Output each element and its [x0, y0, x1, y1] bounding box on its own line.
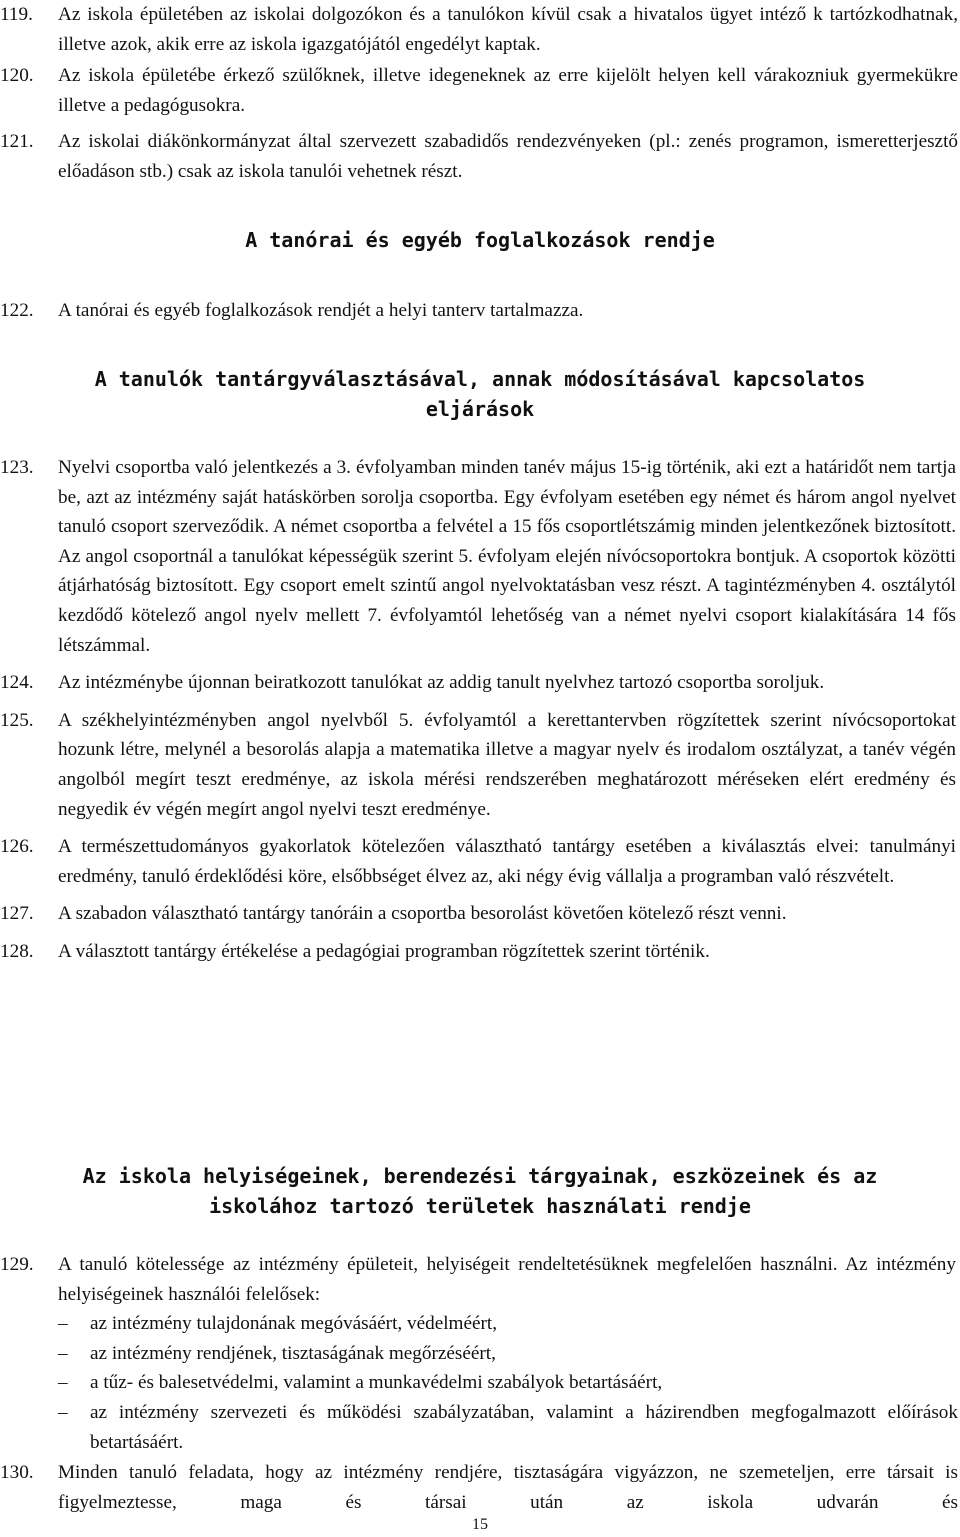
- item-number: 129.: [0, 1254, 34, 1275]
- page-number: 15: [472, 1516, 488, 1533]
- section-heading: A tanórai és egyéb foglalkozások rendje: [245, 228, 715, 252]
- item-number: 126.: [0, 836, 34, 858]
- item-number: 127.: [0, 903, 34, 925]
- dash-bullet: –: [58, 1401, 68, 1423]
- list-item-119: [0, 0, 958, 59]
- item-number: 130.: [0, 1462, 34, 1483]
- heading-line: eljárások: [425, 397, 535, 421]
- list-item-127: [0, 899, 956, 929]
- heading-line: Az iskola helyiségeinek, berendezési tárgyainak, eszközeinek és az: [82, 1164, 878, 1188]
- item-number: 128.: [0, 940, 34, 962]
- dash-bullet: –: [58, 1313, 68, 1335]
- bullet-item: [0, 1398, 958, 1457]
- item-number: 125.: [0, 709, 34, 731]
- bullet-item: [0, 1339, 958, 1369]
- item-text: A választott tantárgy értékelése a pedagógiai programban rögzítettek szerint történik.: [58, 940, 710, 962]
- item-number: 122.: [0, 300, 34, 321]
- list-item-130: [0, 1458, 958, 1517]
- item-text: A tanórai és egyéb foglalkozások rendjét a helyi tanterv tartalmazza.: [58, 300, 584, 321]
- item-number: 123.: [0, 457, 34, 478]
- item-text: Minden tanuló feladata, hogy az intézmény rendjére, tisztaságára vigyázzon, ne szemeteljen, erre társait is figyelmeztesse, maga és társai után az iskola udvarán és: [58, 1462, 958, 1513]
- dash-bullet: –: [58, 1342, 68, 1364]
- item-text: A székhelyintézményben angol nyelvből 5. évfolyamtól a kerettantervben rögzítettek szerint nívócsoportokat hozunk létre, melynél a besorolás alapja a matematika illetve a magyar nyelv és irodalom osztályzat, a tanév végén angolból megírt teszt eredménye, az iskola mérési rendszerében meghatározott méréseken elért eredmény és negyedik év végén megírt angol nyelvi teszt eredménye.: [58, 709, 956, 820]
- heading-line: A tanulók tantárgyválasztásával, annak módosításával kapcsolatos: [94, 367, 866, 391]
- bullet-text: az intézmény tulajdonának megóvásáért, védelméért,: [90, 1313, 498, 1335]
- item-text: A természettudományos gyakorlatok kötelezően választható tantárgy esetében a kiválasztás elvei: tanulmányi eredmény, tanuló érdeklődési köre, elsőbbséget élvez az, aki négy évig vállalja a programban való részvételt.: [58, 836, 956, 887]
- heading-line: iskolához tartozó területek használati rendje: [209, 1194, 751, 1218]
- item-text: Nyelvi csoportba való jelentkezés a 3. évfolyamban minden tanév május 15-ig történik, aki ezt a határidőt nem tartja be, azt az intézmény saját hatáskörben sorolja csoportba. Egy évfolyam esetében egy német és három angol nyelvet tanuló csoport szerveződik. A német csoportba a felvétel a 15 fős csoportlétszámig minden jelentkezőnek biztosított. Az angol csoportnál a tanulókat képességük szerint 5. évfolyam elején nívócsoportokra bontjuk. A csoportok közötti átjárhatóság biztosított. Egy csoport emelt szintű angol nyelvoktatásban vesz részt. A tagintézményben 4. osztálytól kezdődő kötelező angol nyelv mellett 7. évfolyamtól lehetőség van a német nyelvi csoport kialakítására 14 fős létszámmal.: [58, 457, 956, 656]
- list-item-125: [0, 706, 956, 824]
- bullet-item: [0, 1309, 958, 1339]
- list-item-123: [0, 453, 956, 660]
- item-text: Az iskola épületében az iskolai dolgozókon és a tanulókon kívül csak a hivatalos ügyet intéző k tartózkodhatnak, illetve azok, akik erre az iskola igazgatójától engedélyt kaptak.: [58, 4, 958, 55]
- list-item-121: [0, 127, 958, 186]
- item-text: A tanuló kötelessége az intézmény épületeit, helyiségeit rendeltetésüknek megfelelően használni. Az intézmény helyiségeinek használói felelősek:: [58, 1254, 956, 1305]
- list-item-122: [0, 296, 958, 326]
- item-number: 120.: [0, 65, 34, 86]
- dash-bullet: –: [58, 1372, 68, 1394]
- item-text: A szabadon választható tantárgy tanóráin a csoportba besorolást követően kötelező részt venni.: [58, 903, 787, 925]
- list-item-126: [0, 832, 956, 891]
- item-intro: [0, 1250, 956, 1309]
- list-item-124: [0, 668, 956, 698]
- item-number: 124.: [0, 672, 34, 694]
- bullet-text: az intézmény rendjének, tisztaságának megőrzéséért,: [90, 1342, 496, 1364]
- item-number: 119.: [0, 4, 33, 25]
- section-heading: [0, 364, 960, 424]
- bullet-text: az intézmény szervezeti és működési szabályzatában, valamint a házirendben megfogalmazott előírások betartásáért.: [90, 1401, 958, 1453]
- list-item-128: [0, 937, 956, 967]
- bullet-item: [0, 1368, 958, 1398]
- item-text: Az iskolai diákönkormányzat által szervezett szabadidős rendezvényeken (pl.: zenés programon, ismeretterjesztő előadáson stb.) csak az iskola tanulói vehetnek részt.: [58, 131, 958, 182]
- section-heading: [0, 1161, 960, 1221]
- bullet-list: [0, 1309, 958, 1457]
- choice-items: [0, 453, 958, 967]
- item-number: 121.: [0, 131, 34, 152]
- item-text: Az intézménybe újonnan beiratkozott tanulókat az addig tanult nyelvhez tartozó csoportba soroljuk.: [58, 672, 825, 694]
- bullet-text: a tűz- és balesetvédelmi, valamint a munkavédelmi szabályok betartásáért,: [90, 1372, 663, 1394]
- item-text: Az iskola épületébe érkező szülőknek, illetve idegeneknek az erre kijelölt helyen kell várakozniuk gyermekükre illetve a pedagógusokra.: [58, 65, 958, 116]
- list-item-129: [0, 1250, 958, 1457]
- list-item-120: [0, 61, 958, 120]
